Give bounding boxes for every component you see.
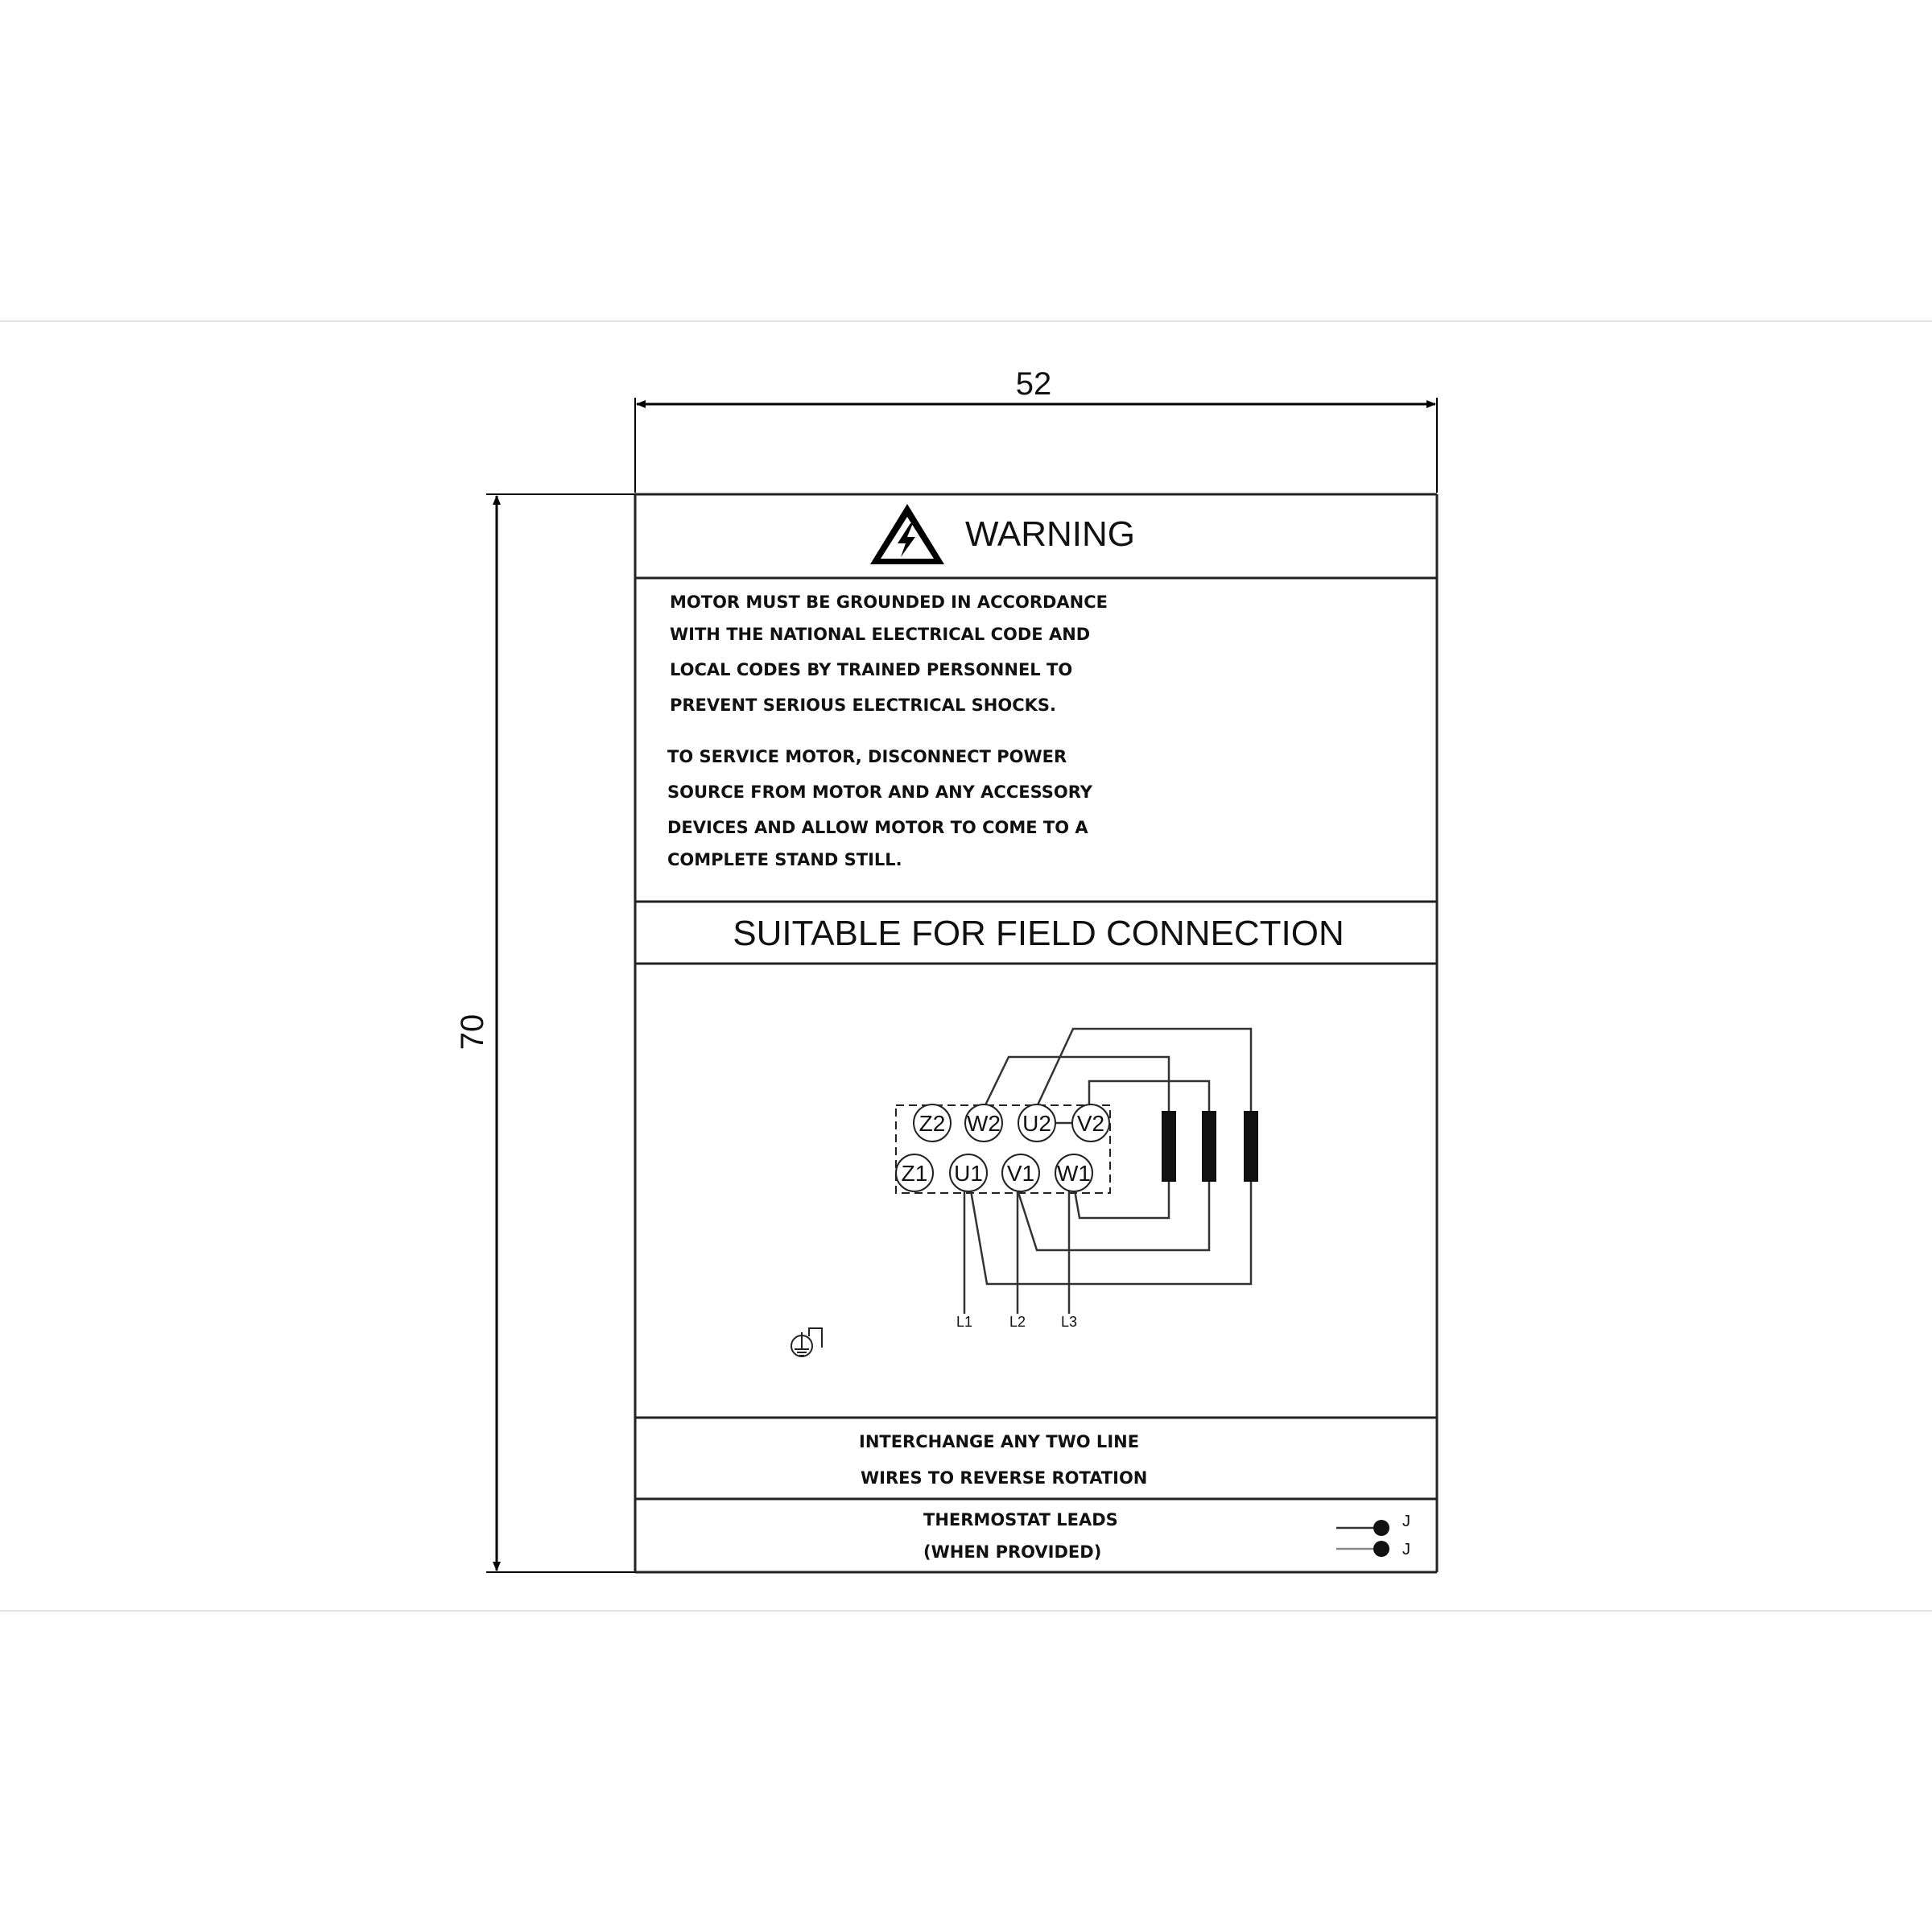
terminal	[896, 1154, 933, 1191]
thermostat-lead-dot	[1373, 1520, 1389, 1536]
ground-icon	[791, 1328, 822, 1356]
height-dimension-label: 70	[455, 1013, 490, 1051]
warning-text	[667, 592, 1108, 869]
rotation-note-line: WIRES TO REVERSE ROTATION	[861, 1468, 1148, 1488]
warning-line: LOCAL CODES BY TRAINED PERSONNEL TO	[670, 660, 1073, 679]
coil	[1202, 1111, 1216, 1182]
terminal	[1072, 1104, 1109, 1141]
thermostat-lead-label: J	[1402, 1541, 1410, 1558]
warning-line: DEVICES AND ALLOW MOTOR TO COME TO A	[667, 818, 1088, 837]
terminal	[950, 1154, 987, 1191]
thermostat-lead-label: J	[1402, 1513, 1410, 1530]
coil	[1244, 1111, 1258, 1182]
warning-line: COMPLETE STAND STILL.	[667, 850, 902, 869]
warning-line: PREVENT SERIOUS ELECTRICAL SHOCKS.	[670, 696, 1056, 715]
warning-line: SOURCE FROM MOTOR AND ANY ACCESSORY	[667, 782, 1092, 802]
motor-coils	[1162, 1111, 1258, 1182]
terminal-label: U1	[954, 1161, 983, 1186]
terminal-label: U2	[1022, 1111, 1051, 1136]
terminal	[1018, 1104, 1055, 1141]
label-frame	[635, 494, 1437, 1572]
terminal	[1002, 1154, 1039, 1191]
terminal-label: W1	[1057, 1161, 1091, 1186]
terminal	[1055, 1154, 1092, 1191]
warning-line: TO SERVICE MOTOR, DISCONNECT POWER	[667, 747, 1067, 766]
warning-line: WITH THE NATIONAL ELECTRICAL CODE AND	[670, 625, 1091, 644]
thermostat-section	[923, 1510, 1410, 1562]
line-label: L2	[1009, 1314, 1026, 1330]
terminal-label: Z2	[919, 1111, 946, 1136]
terminal	[914, 1104, 951, 1141]
height-dimension	[455, 494, 635, 1572]
warning-line: MOTOR MUST BE GROUNDED IN ACCORDANCE	[670, 592, 1108, 612]
warning-title: WARNING	[965, 514, 1136, 554]
terminal-label: W2	[967, 1111, 1001, 1136]
rotation-note-line: INTERCHANGE ANY TWO LINE	[859, 1432, 1140, 1451]
rotation-note	[859, 1432, 1147, 1488]
coil	[1162, 1111, 1176, 1182]
width-dimension-label: 52	[1015, 366, 1052, 402]
terminal-label: V2	[1076, 1111, 1105, 1136]
thermostat-label-line: THERMOSTAT LEADS	[923, 1510, 1118, 1530]
electrical-hazard-icon	[870, 504, 944, 564]
line-label: L3	[1060, 1314, 1078, 1330]
terminal-label: V1	[1006, 1161, 1035, 1186]
line-label: L1	[956, 1314, 973, 1330]
connection-title: SUITABLE FOR FIELD CONNECTION	[733, 914, 1344, 953]
thermostat-label-line: (WHEN PROVIDED)	[923, 1542, 1102, 1562]
terminal-label: Z1	[901, 1161, 928, 1186]
thermostat-lead-dot	[1373, 1541, 1389, 1557]
width-dimension	[635, 366, 1437, 493]
terminal	[965, 1104, 1002, 1141]
warning-header	[870, 504, 1135, 564]
